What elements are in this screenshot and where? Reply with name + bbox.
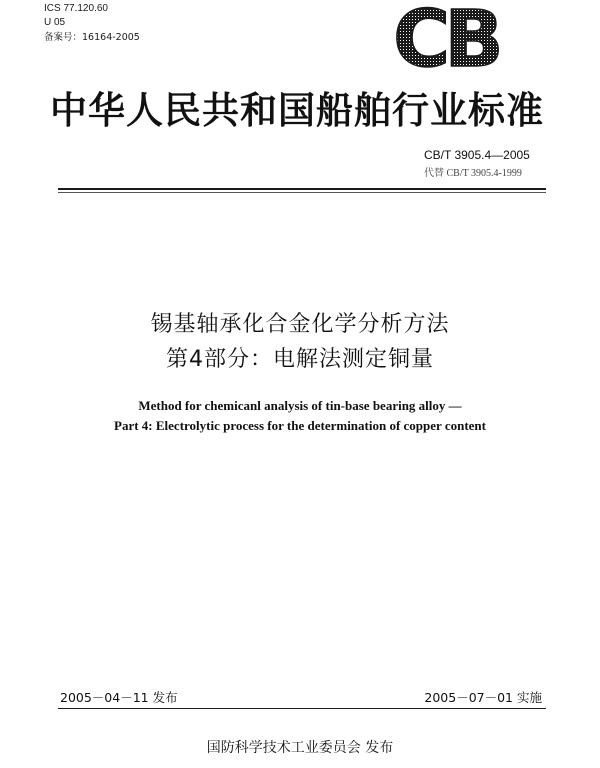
issue-date: 2005－04－11 发布 bbox=[60, 690, 178, 705]
header-divider bbox=[58, 188, 546, 190]
classification-code: U 05 bbox=[44, 17, 66, 28]
cb-logo-text: CB bbox=[393, 6, 498, 70]
standard-category-title: 中华人民共和国船舶行业标准 bbox=[50, 89, 544, 132]
implementation-date: 2005－07－01 实施 bbox=[424, 690, 542, 705]
standard-number: CB/T 3905.4—2005 bbox=[424, 148, 530, 162]
document-title-cn-line1: 锡基轴承化合金化学分析方法 bbox=[150, 312, 450, 337]
registration-number bbox=[44, 31, 140, 45]
document-title-en-line1: Method for chemicanl analysis of tin-base bearing alloy — bbox=[138, 398, 462, 413]
replaces-standard: 代替 CB/T 3905.4-1999 bbox=[424, 168, 522, 179]
cb-logo bbox=[393, 6, 543, 70]
registration-label: 备案号： bbox=[44, 32, 83, 43]
ics-code: ICS 77.120.60 bbox=[44, 3, 108, 14]
document-title-en-line2: Part 4: Electrolytic process for the determination of copper content bbox=[114, 418, 486, 433]
footer-divider bbox=[58, 708, 546, 709]
document-title-cn-line2: 第4部分：电解法测定铜量 bbox=[166, 347, 434, 372]
header-divider-thin bbox=[58, 192, 546, 193]
registration-value: 16164-2005 bbox=[82, 32, 140, 43]
publisher: 国防科学技术工业委员会 发布 bbox=[206, 740, 394, 756]
